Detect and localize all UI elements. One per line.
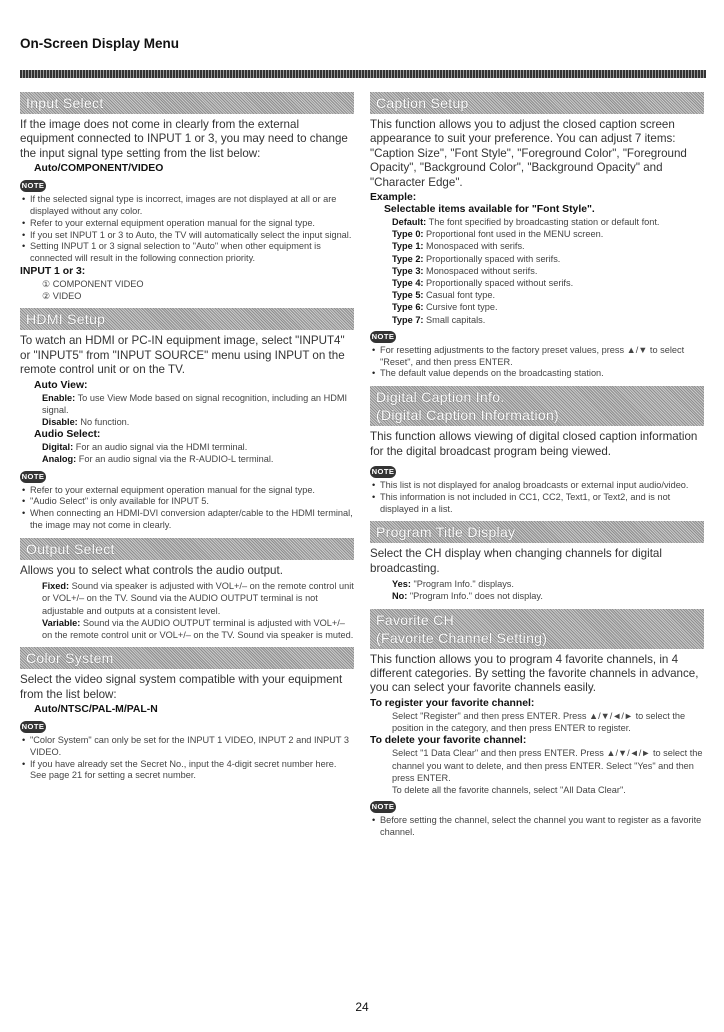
output-select-section [20, 538, 354, 641]
favorite-ch-heading-line1: Favorite CH [376, 611, 454, 628]
color-system-note-2: • If you have already set the Secret No., input the 4-digit secret number here. See page 21 for setting a secret number. [30, 759, 354, 783]
program-title-yes: Yes: "Program Info." displays. [392, 579, 514, 590]
delete-label: To delete your favorite channel: [370, 735, 527, 747]
right-column [370, 92, 704, 845]
font-style-type-5: Type 5: Casual font type. [392, 290, 495, 301]
font-style-type-6: Type 6: Cursive font type. [392, 302, 498, 313]
note-icon: NOTE [21, 471, 45, 481]
output-variable: Variable: Sound via the AUDIO OUTPUT terminal is adjusted with VOL+/– on the remote control unit or VOL+/– on the TV. Sound via speaker is muted. [42, 617, 354, 641]
note-icon: NOTE [371, 467, 395, 477]
page-header-title: On-Screen Display Menu [20, 36, 180, 51]
caption-note-1: • For resetting adjustments to the factory preset values, press ▲/▼ to select "Reset", and then press ENTER. [380, 345, 704, 369]
font-style-type-0: Type 0: Proportional font used in the MENU screen. [392, 229, 604, 240]
color-system-options: Auto/NTSC/PAL-M/PAL-N [34, 704, 158, 716]
left-column [20, 92, 354, 788]
input-priority-2: ② VIDEO [42, 291, 82, 302]
digital-caption-note-1: • This list is not displayed for analog broadcasts or external input audio/video. [380, 480, 704, 492]
favorite-ch-heading-line2: (Favorite Channel Setting) [376, 629, 548, 646]
note-icon: NOTE [371, 802, 395, 812]
header-rule [20, 70, 706, 78]
program-title-section [370, 521, 704, 602]
output-select-heading: Output Select [20, 538, 354, 560]
hdmi-note-1: • Refer to your external equipment operation manual for the signal type. [30, 485, 354, 497]
caption-setup-heading: Caption Setup [370, 92, 704, 114]
color-system-section [20, 647, 354, 782]
audio-select-analog: Analog: For an audio signal via the R-AUDIO-L terminal. [42, 454, 274, 465]
input-select-options: Auto/COMPONENT/VIDEO [34, 163, 164, 175]
program-title-heading: Program Title Display [370, 521, 704, 543]
digital-caption-section [370, 386, 704, 515]
auto-view-disable: Disable: No function. [42, 417, 130, 428]
font-style-type-1: Type 1: Monospaced with serifs. [392, 241, 525, 252]
digital-caption-note-2: • This information is not included in CC1, CC2, Text1, or Text2, and is not displayed in a list. [380, 492, 704, 516]
input-priority-1: ① COMPONENT VIDEO [42, 279, 144, 289]
audio-select-digital: Digital: For an audio signal via the HDMI terminal. [42, 442, 248, 453]
input-select-section [20, 92, 354, 302]
digital-caption-body: This function allows viewing of digital closed caption information for the digital broadcast program being viewed. [370, 430, 698, 458]
color-system-body: Select the video signal system compatible with your equipment from the list below: [20, 673, 343, 701]
delete-text-1: Select "1 Data Clear" and then press ENTER. Press ▲/▼/◄/► to select the channel you want to delete, and then press ENTER. Select "Yes" and then press ENTER. [392, 748, 703, 783]
program-title-body: Select the CH display when changing channels for digital broadcasting. [370, 547, 662, 575]
digital-caption-heading [370, 386, 704, 426]
page-number: 24 [355, 1000, 369, 1014]
input-select-note-4: • Setting INPUT 1 or 3 signal selection to "Auto" when other equipment is connected will result in the following connection priority. [30, 241, 354, 265]
register-text: Select "Register" and then press ENTER. Press ▲/▼/◄/► to select the position in the category, and then press ENTER to register. [392, 710, 686, 734]
input-select-note-1: • If the selected signal type is incorrect, images are not displayed at all or are displayed without any color. [30, 194, 354, 218]
caption-setup-body: This function allows you to adjust the closed caption screen appearance to suit your preference. You can adjust 7 items: "Caption Size", "Font Style", "Foreground Color", "Foreground Opacity", "Background Color", "Background Opacity" and "Character Edge". [370, 118, 687, 189]
hdmi-note-2: • "Audio Select" is only available for INPUT 5. [30, 496, 354, 508]
note-icon: NOTE [21, 181, 45, 191]
font-style-type-3: Type 3: Monospaced without serifs. [392, 265, 538, 276]
caption-example-label: Example: [370, 192, 417, 204]
delete-text-2: To delete all the favorite channels, select "All Data Clear". [392, 784, 626, 795]
font-style-type-2: Type 2: Proportionally spaced with serifs. [392, 253, 561, 264]
caption-note-2: • The default value depends on the broadcasting station. [380, 368, 704, 380]
input-select-body: If the image does not come in clearly from the external equipment connected to INPUT 1 or 3, you may need to change the input signal type setting from the list below: [20, 118, 348, 160]
hdmi-setup-section [20, 308, 354, 531]
input-priority-label: INPUT 1 or 3: [20, 266, 86, 277]
color-system-heading: Color System [20, 647, 354, 669]
digital-caption-heading-line1: Digital Caption Info. [376, 389, 505, 406]
hdmi-setup-heading: HDMI Setup [20, 308, 354, 330]
favorite-ch-heading [370, 609, 704, 649]
note-icon: NOTE [371, 331, 395, 341]
favorite-ch-note-1: • Before setting the channel, select the channel you want to register as a favorite channel. [380, 815, 704, 839]
caption-setup-section [370, 92, 704, 380]
favorite-ch-body: This function allows you to program 4 favorite channels, in 4 different categories. By setting the favorite channels in advance, you can select your favorite channels easily. [370, 652, 699, 695]
program-title-no: No: "Program Info." does not display. [392, 591, 543, 602]
font-style-type-4: Type 4: Proportionally spaced without serifs. [392, 278, 574, 289]
favorite-ch-section [370, 609, 704, 839]
output-fixed: Fixed: Sound via speaker is adjusted with VOL+/– on the remote control unit or VOL+/– on the TV. Sound via the AUDIO OUTPUT terminal is not adjustable and outputs at a consistent level. [42, 581, 354, 616]
input-select-note-3: • If you set INPUT 1 or 3 to Auto, the TV will automatically select the input signal. [30, 230, 354, 242]
caption-selectable-label: Selectable items available for "Font Style". [384, 204, 595, 216]
register-label: To register your favorite channel: [370, 697, 535, 709]
font-style-type-7: Type 7: Small capitals. [392, 314, 486, 325]
auto-view-enable: Enable: To use View Mode based on signal recognition, including an HDMI signal. [42, 392, 348, 415]
input-select-heading: Input Select [20, 92, 354, 114]
font-style-default: Default: The font specified by broadcasting station or default font. [392, 217, 660, 228]
hdmi-setup-body: To watch an HDMI or PC-IN equipment image, select "INPUT4" or "INPUT5" from "INPUT SOURCE" menu using INPUT on the remote control unit or on the TV. [20, 334, 345, 377]
output-select-body: Allows you to select what controls the audio output. [20, 563, 283, 577]
input-select-note-2: • Refer to your external equipment operation manual for the signal type. [30, 218, 354, 230]
digital-caption-heading-line2: (Digital Caption Information) [376, 407, 559, 424]
auto-view-label: Auto View: [34, 379, 88, 391]
note-icon: NOTE [21, 722, 45, 732]
audio-select-label: Audio Select: [34, 429, 101, 441]
color-system-note-1: • "Color System" can only be set for the INPUT 1 VIDEO, INPUT 2 and INPUT 3 VIDEO. [30, 735, 354, 759]
hdmi-note-3: • When connecting an HDMI-DVI conversion adapter/cable to the HDMI terminal, the image may not come in clearly. [30, 508, 354, 532]
